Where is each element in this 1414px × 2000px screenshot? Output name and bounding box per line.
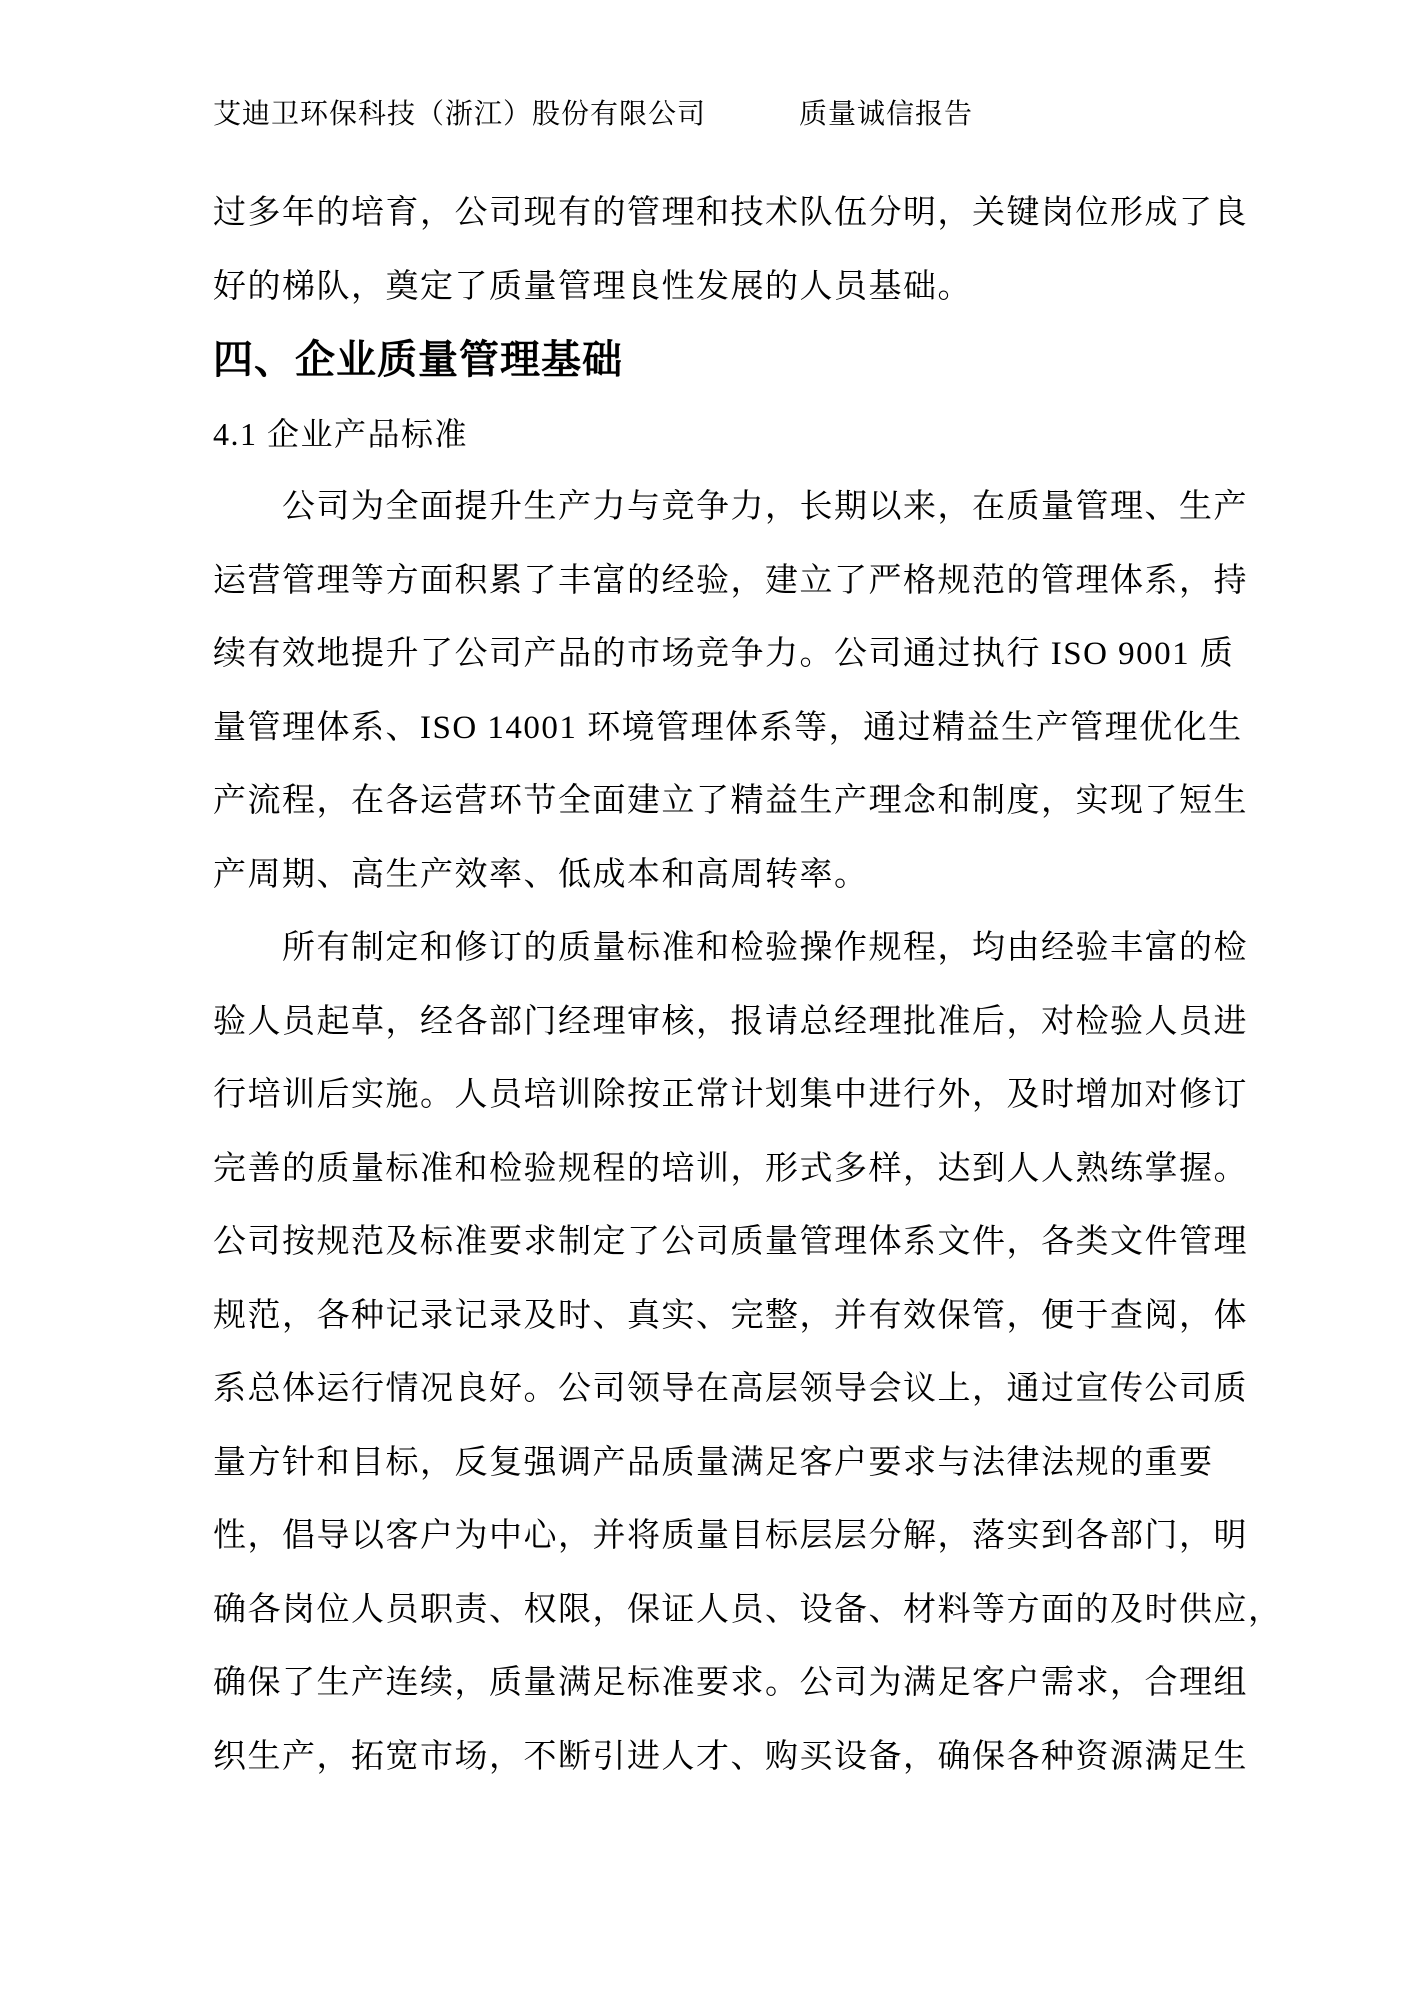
page-content (0, 98, 1414, 1794)
text-line: 续有效地提升了公司产品的市场竞争力。公司通过执行 ISO 9001 质 (213, 636, 1235, 672)
text-line: 性，倡导以客户为中心，并将质量目标层层分解，落实到各部门，明 (213, 1518, 1248, 1554)
section-heading-text: 四、企业质量管理基础 (213, 338, 623, 382)
header-doc-title: 质量诚信报告 (799, 99, 974, 130)
text-line: 产周期、高生产效率、低成本和高周转率。 (213, 856, 869, 893)
text-line: 量方针和目标，反复强调产品质量满足客户要求与法律法规的重要 (213, 1444, 1214, 1481)
paragraph-quality-system (213, 471, 1269, 912)
text-line: 运营管理等方面积累了丰富的经验，建立了严格规范的管理体系，持 (213, 562, 1248, 599)
text-line: 织生产，拓宽市场，不断引进人才、购买设备，确保各种资源满足生 (213, 1738, 1248, 1775)
text-line: 公司为全面提升生产力与竞争力，长期以来，在质量管理、生产 (282, 489, 1248, 525)
text-line: 过多年的培育，公司现有的管理和技术队伍分明，关键岗位形成了良 (213, 195, 1248, 231)
text-line: 行培训后实施。人员培训除按正常计划集中进行外，及时增加对修订 (213, 1077, 1248, 1113)
text-line: 公司按规范及标准要求制定了公司质量管理体系文件，各类文件管理 (213, 1224, 1248, 1260)
section-heading (213, 324, 1269, 398)
text-line: 系总体运行情况良好。公司领导在高层领导会议上，通过宣传公司质 (213, 1371, 1248, 1407)
text-line: 确保了生产连续，质量满足标准要求。公司为满足客户需求，合理组 (213, 1665, 1248, 1701)
text-line: 验人员起草，经各部门经理审核，报请总经理批准后，对检验人员进 (213, 1003, 1248, 1040)
subsection-heading (213, 398, 1269, 472)
text-line: 好的梯队，奠定了质量管理良性发展的人员基础。 (213, 268, 972, 305)
header-company-name: 艾迪卫环保科技（浙江）股份有限公司 (213, 99, 707, 130)
text-line: 规范，各种记录记录及时、真实、完整，并有效保管，便于查阅，体 (213, 1297, 1248, 1334)
text-line: 量管理体系、ISO 14001 环境管理体系等，通过精益生产管理优化生 (213, 709, 1243, 746)
intro-paragraph (213, 177, 1269, 324)
text-line: 完善的质量标准和检验规程的培训，形式多样，达到人人熟练掌握。 (213, 1150, 1248, 1187)
paragraph-standards-training (213, 912, 1283, 1794)
text-line: 所有制定和修订的质量标准和检验操作规程，均由经验丰富的检 (282, 930, 1248, 966)
page-header (213, 98, 1269, 132)
text-line: 确各岗位人员职责、权限，保证人员、设备、材料等方面的及时供应， (213, 1591, 1283, 1628)
subsection-heading-text: 4.1 企业产品标准 (213, 415, 469, 452)
text-line: 产流程，在各运营环节全面建立了精益生产理念和制度，实现了短生 (213, 783, 1248, 819)
document-body (213, 177, 1283, 1794)
